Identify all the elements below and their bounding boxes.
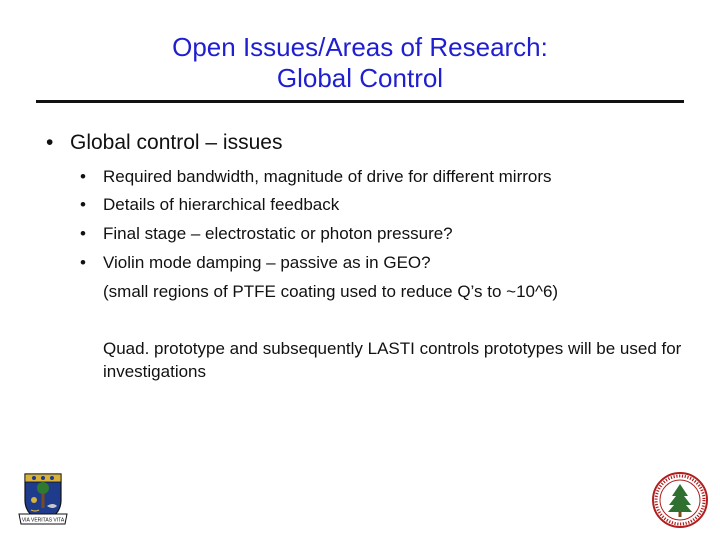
title-underline [36, 100, 684, 103]
sub-bullet [80, 167, 552, 187]
crest-motto: VIA VERITAS VITA [21, 517, 65, 524]
bullet-dot-icon: • [80, 167, 86, 186]
bullet-dot-icon: • [80, 224, 86, 243]
sub-bullet [80, 224, 453, 244]
sub-bullet-text: Details of hierarchical feedback [103, 195, 340, 214]
slide-title-line-2: Global Control [276, 63, 444, 94]
sub-bullet-text: Violin mode damping – passive as in GEO? [103, 253, 431, 272]
main-bullet [46, 131, 282, 155]
bullet-dot-icon: • [80, 195, 86, 214]
sub-bullet-text: Final stage – electrostatic or photon pressure? [103, 224, 453, 243]
stanford-seal-icon [650, 470, 710, 530]
bullet-dot-icon: • [80, 253, 86, 272]
sub-bullet-text: Required bandwidth, magnitude of drive for different mirrors [103, 167, 552, 186]
slide-title [0, 32, 720, 95]
sub-bullet [80, 253, 431, 273]
investigation-paragraph: Quad. prototype and subsequently LASTI controls prototypes will be used for investigations [103, 339, 682, 381]
slide-title-line-1: Open Issues/Areas of Research: [172, 32, 548, 62]
university-of-glasgow-crest-icon [17, 470, 69, 526]
bullet-dot-icon: • [46, 131, 54, 154]
sub-bullet [80, 195, 339, 215]
sub-bullet-continuation: (small regions of PTFE coating used to reduce Q’s to ~10^6) [103, 282, 559, 301]
main-bullet-text: Global control – issues [70, 131, 283, 154]
